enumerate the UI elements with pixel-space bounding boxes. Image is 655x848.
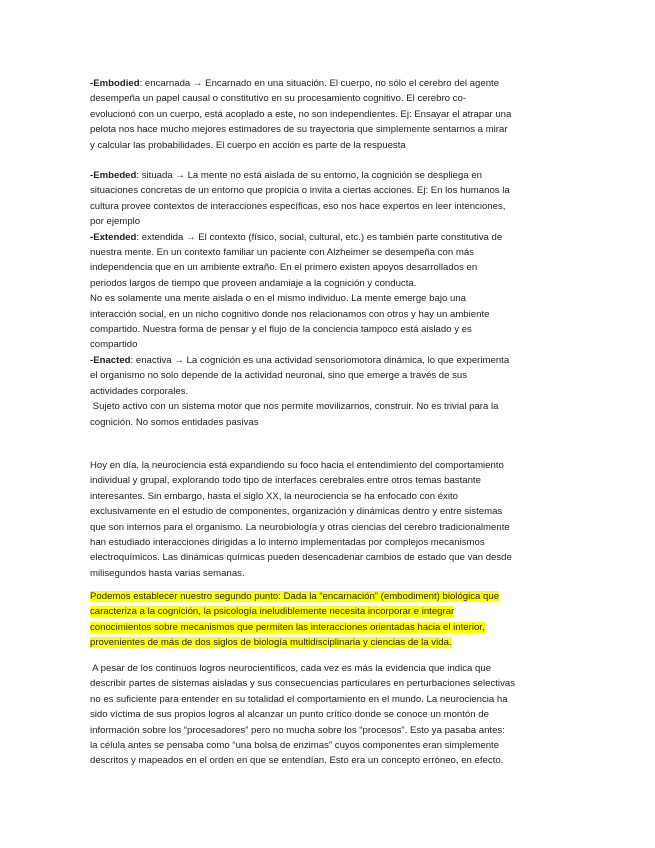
extended-line-3: independencia que en un ambiente extraño. En el primero existen apoyos desarrollados en <box>90 262 478 274</box>
neuro-line-5: que son internos para el organismo. La neurobiología y otras ciencias del cerebro tradicionalmente <box>90 521 510 533</box>
extended-line-7: compartido. Nuestra forma de pensar y el flujo de la conciencia tampoco está aislado y es <box>90 324 472 336</box>
neuro-line-8: milisegundos hasta varias semanas. <box>90 567 245 579</box>
embodied-line-1: -Embodied: encarnada → Encarnado en una situación. El cuerpo, no sólo el cerebro del agente <box>90 78 500 89</box>
highlight-line-4: provenientes de más de dos siglos de biología multidisciplinaria y ciencias de la vida. <box>90 637 452 649</box>
embodied-section <box>90 76 568 153</box>
highlighted-paragraph <box>90 589 568 651</box>
neuro-line-4: exclusivamente en el estudio de componentes, organización y dinámicas dentro y entre sistemas <box>90 506 503 518</box>
last-line-6: la célula antes se pensaba como “una bolsa de enzimas” cuyos componentes eran simplemente <box>90 740 500 752</box>
neuro-line-3: interesantes. Sin embargo, hasta el siglo XX, la neurociencia se ha enfocado con éxito <box>90 490 458 502</box>
embeded-line-3: cultura provee contextos de interacciones específicas, eso nos hace expertos en leer intenciones, <box>90 200 506 212</box>
enacted-line-5: cognición. No somos entidades pasivas <box>90 416 259 428</box>
embeded-line-2: situaciones concretas de un entorno que propicia o invita a ciertas acciones. Ej: En los humanos la <box>90 185 510 197</box>
extended-term: -Extended <box>90 231 137 243</box>
embodied-line-2: desempeña un papel causal o constitutivo en su procesamiento cognitivo. El cerebro co- <box>90 93 466 105</box>
enacted-line-4: Sujeto activo con un sistema motor que nos permite movilizarnos, construir. No es trivial para la <box>90 401 499 413</box>
last-line-4: sido víctima de sus propios logros al alcanzar un punto crítico donde se conoce un montón de <box>90 709 489 721</box>
last-line-3: no es suficiente para entender en su totalidad el comportamiento en el mundo. La neurociencia ha <box>90 693 508 705</box>
embodied-term: -Embodied <box>90 78 140 89</box>
last-line-5: información sobre los “procesadores” pero no mucha sobre los “procesos”. Esto ya pasaba antes: <box>90 724 505 736</box>
last-line-2: describir partes de sistemas aisladas y sus consecuencias particulares en perturbaciones selectivas <box>90 678 515 690</box>
last-line-1: A pesar de los continuos logros neurocientíficos, cada vez es más la evidencia que indica que <box>90 663 492 674</box>
extended-line-4: periodos largos de tiempo que proveen andamiaje a la cognición y conducta. <box>90 277 417 289</box>
last-line-7: descritos y mapeados en el orden en que se entendían. Esto era un concepto erróneo, en efecto. <box>90 755 504 767</box>
highlight-line-1: Podemos establecer nuestro segundo punto: Dada la “encarnación” (embodiment) biológica que <box>90 591 500 602</box>
neuro-line-2: individual y grupal, explorando todo tipo de interfaces cerebrales entre otros temas bastante <box>90 475 481 487</box>
highlight-line-3: conocimientos sobre mecanismos que permiten las interacciones orientadas hacia el interior, <box>90 621 485 633</box>
embeded-term: -Embeded <box>90 170 137 181</box>
enacted-line-3: actividades corporales. <box>90 385 189 397</box>
embeded-line-1: -Embeded: situada → La mente no está aislada de su entorno, la cognición se despliega en <box>90 170 482 181</box>
extended-line-5: No es solamente una mente aislada o en el mismo individuo. La mente emerge bajo una <box>90 293 466 305</box>
closing-paragraph <box>90 661 568 769</box>
extended-line-6: interacción social, en un nicho cognitivo donde nos relacionamos con otros y hay un ambiente <box>90 308 490 320</box>
neuro-line-6: han estudiado interacciones dirigidas a lo interno implementadas por complejos mecanismos <box>90 537 485 549</box>
neuro-line-1: Hoy en día, la neurociencia está expandiendo su foco hacia el entendimiento del comportamiento <box>90 460 504 471</box>
neuroscience-paragraph <box>90 458 568 581</box>
enacted-term: -Enacted <box>90 354 131 366</box>
embodied-line-3: evolucionó con un cuerpo, está acoplado a este, no son independientes. Ej: Ensayar el atrapar una <box>90 108 512 120</box>
neuro-line-7: electroquímicos. Las dinámicas químicas pueden desencadenar cambios de estado que van desde <box>90 552 512 564</box>
embodied-line-5: y calcular las probabilidades. El cuerpo en acción es parte de la respuesta <box>90 139 406 151</box>
embodied-line-4: pelota nos hace mucho mejores estimadores de su trayectoria que simplemente sentarnos a mirar <box>90 124 508 136</box>
embeded-line-4: por ejemplo <box>90 216 141 228</box>
situated-sections <box>90 168 568 430</box>
extended-line-1: -Extended: extendida → El contexto (físico, social, cultural, etc.) es también parte constitutiva de <box>90 231 503 243</box>
extended-line-8: compartido <box>90 339 138 351</box>
extended-line-2: nuestra mente. En un contexto familiar un paciente con Alzheimer se desempeña con más <box>90 247 474 259</box>
highlight-line-2: caracteriza a la cognición, la psicología ineludiblemente necesita incorporar e integrar <box>90 606 455 618</box>
enacted-line-1: -Enacted: enactiva → La cognición es una actividad sensoriomotora dinámica, lo que experimenta <box>90 354 510 366</box>
enacted-line-2: el organismo no solo depende de la actividad neuronal, sino que emerge a través de sus <box>90 370 468 382</box>
